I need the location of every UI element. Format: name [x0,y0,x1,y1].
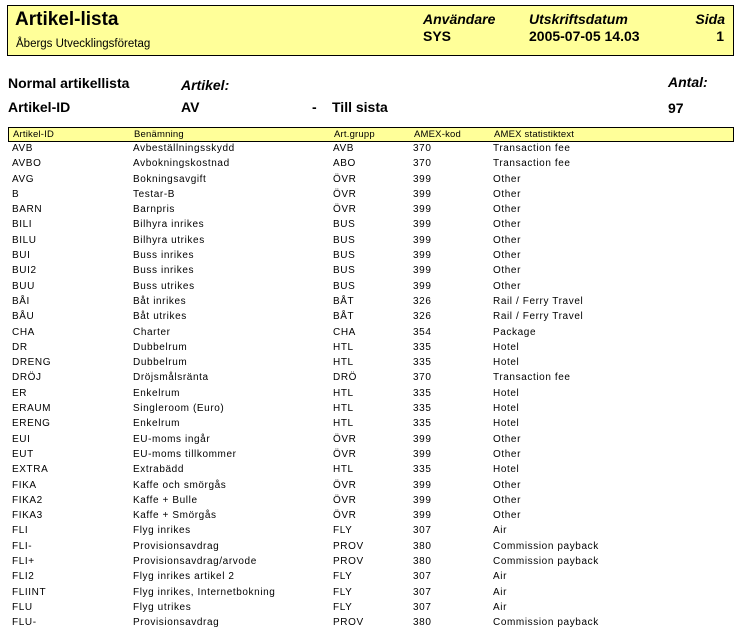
cell-article-id: FLI- [12,540,33,552]
cell-amex-text: Transaction fee [493,143,571,154]
cell-amex-text: Commission payback [493,617,599,629]
cell-group: HTL [333,341,354,353]
cell-article-id: BÅU [12,311,35,323]
cell-article-id: BÅI [12,295,30,307]
table-row [8,295,734,310]
table-row [8,142,734,157]
cell-name: Testar-B [133,188,176,200]
table-row [8,616,734,631]
table-row [8,341,734,356]
cell-name: Buss utrikes [133,280,195,292]
cell-group: HTL [333,464,354,476]
report-title: Artikel-lista [15,9,119,30]
cell-amex-text: Air [493,601,508,613]
cell-group: PROV [333,556,364,568]
table-row [8,264,734,279]
table-row [8,173,734,188]
cell-amex-code: 399 [413,433,432,445]
cell-amex-code: 335 [413,387,432,399]
cell-group: DRÖ [333,372,358,384]
cell-article-id: DR [12,341,28,353]
cell-name: Provisionsavdrag [133,617,220,629]
cell-amex-text: Other [493,234,522,246]
cell-article-id: FLU [12,601,33,613]
cell-group: BÅT [333,311,355,323]
cell-name: Kaffe och smörgås [133,479,227,491]
cell-group: AVB [333,143,355,154]
table-row [8,417,734,432]
cell-amex-code: 307 [413,571,432,583]
range-separator: - [312,99,317,115]
cell-amex-code: 399 [413,250,432,262]
cell-amex-code: 399 [413,448,432,460]
cell-amex-text: Other [493,219,522,231]
field-label: Artikel-ID [8,99,71,115]
cell-amex-code: 307 [413,525,432,537]
cell-group: FLY [333,586,353,598]
cell-name: EU-moms ingår [133,433,211,445]
table-row [8,448,734,463]
cell-group: BUS [333,219,356,231]
cell-article-id: B [12,188,20,200]
cell-amex-text: Transaction fee [493,158,571,170]
cell-article-id: FIKA3 [12,510,43,522]
cell-group: BUS [333,265,356,277]
article-table [8,127,734,632]
cell-article-id: BILI [12,219,33,231]
cell-amex-text: Other [493,479,522,491]
cell-group: BÅT [333,295,355,307]
cell-article-id: AVB [12,143,34,154]
cell-name: Provisionsavdrag [133,540,220,552]
print-date-label: Utskriftsdatum [529,11,628,27]
cell-name: Dröjsmålsränta [133,372,209,384]
user-label: Användare [423,11,496,27]
cell-article-id: BILU [12,234,37,246]
cell-article-id: FLU- [12,617,37,629]
cell-article-id: FLI [12,525,29,537]
cell-name: Buss inrikes [133,250,195,262]
cell-name: Buss inrikes [133,265,195,277]
cell-group: FLY [333,571,353,583]
cell-article-id: BUI2 [12,265,37,277]
cell-name: Båt utrikes [133,311,187,323]
cell-amex-text: Commission payback [493,540,599,552]
cell-name: Flyg inrikes artikel 2 [133,571,235,583]
cell-amex-code: 370 [413,143,432,154]
cell-amex-text: Rail / Ferry Travel [493,311,584,323]
cell-amex-text: Hotel [493,403,520,415]
cell-amex-text: Other [493,188,522,200]
cell-amex-text: Other [493,173,522,185]
cell-article-id: CHA [12,326,35,338]
cell-amex-code: 370 [413,372,432,384]
cell-article-id: EXTRA [12,464,49,476]
cell-name: Flyg utrikes [133,601,192,613]
filter-label: Artikel: [181,77,230,93]
table-row [8,356,734,371]
cell-article-id: FLI2 [12,571,35,583]
cell-article-id: ERENG [12,418,51,430]
cell-name: Flyg inrikes, Internetbokning [133,586,276,598]
cell-group: ÖVR [333,204,357,216]
table-row [8,249,734,264]
user-value: SYS [423,28,452,44]
cell-amex-code: 370 [413,158,432,170]
cell-name: Singleroom (Euro) [133,403,225,415]
cell-amex-code: 399 [413,494,432,506]
cell-article-id: FLI+ [12,556,35,568]
cell-name: Bilhyra inrikes [133,219,205,231]
cell-group: BUS [333,250,356,262]
cell-amex-text: Air [493,571,508,583]
count-value: 97 [668,100,684,116]
cell-name: Kaffe + Bulle [133,494,198,506]
table-row [8,402,734,417]
range-to: Till sista [332,99,388,115]
cell-name: Charter [133,326,171,338]
cell-article-id: AVG [12,173,35,185]
cell-amex-text: Rail / Ferry Travel [493,295,584,307]
column-header-name: Benämning [134,129,184,140]
page-label: Sida [695,11,725,27]
page-number: 1 [716,28,724,44]
cell-amex-text: Hotel [493,357,520,369]
cell-article-id: FIKA [12,479,37,491]
cell-name: EU-moms tillkommer [133,448,237,460]
cell-article-id: ERAUM [12,403,52,415]
table-row [8,310,734,325]
cell-name: Bilhyra utrikes [133,234,205,246]
cell-group: ÖVR [333,494,357,506]
cell-group: BUS [333,234,356,246]
cell-amex-code: 399 [413,280,432,292]
cell-amex-text: Transaction fee [493,372,571,384]
column-header-amex-text: AMEX statistiktext [494,129,575,140]
cell-amex-text: Other [493,433,522,445]
cell-name: Extrabädd [133,464,184,476]
cell-name: Båt inrikes [133,295,187,307]
cell-amex-code: 326 [413,311,432,323]
cell-article-id: BARN [12,204,43,216]
table-row [8,387,734,402]
cell-amex-code: 326 [413,295,432,307]
table-row [8,586,734,601]
cell-amex-text: Package [493,326,537,338]
cell-amex-code: 380 [413,540,432,552]
cell-group: HTL [333,403,354,415]
cell-amex-text: Other [493,494,522,506]
cell-amex-code: 399 [413,188,432,200]
table-header [8,127,734,142]
cell-name: Avbokningskostnad [133,158,230,170]
cell-amex-text: Other [493,265,522,277]
cell-amex-text: Air [493,525,508,537]
cell-name: Enkelrum [133,418,181,430]
cell-group: ABO [333,158,356,170]
table-row [8,203,734,218]
cell-name: Kaffe + Smörgås [133,510,217,522]
cell-group: CHA [333,326,356,338]
cell-amex-code: 399 [413,510,432,522]
cell-amex-text: Hotel [493,418,520,430]
count-label: Antal: [668,74,708,90]
cell-group: BUS [333,280,356,292]
company-name: Åbergs Utvecklingsföretag [16,38,151,50]
table-row [8,540,734,555]
cell-article-id: DRÖJ [12,372,42,384]
cell-group: HTL [333,387,354,399]
cell-group: PROV [333,617,364,629]
cell-name: Barnpris [133,204,176,216]
column-header-article-id: Artikel-ID [13,129,55,140]
cell-article-id: AVBO [12,158,42,170]
cell-name: Avbeställningsskydd [133,143,235,154]
cell-group: HTL [333,418,354,430]
table-row [8,433,734,448]
cell-group: FLY [333,601,353,613]
cell-name: Bokningsavgift [133,173,207,185]
cell-article-id: BUI [12,250,31,262]
cell-name: Flyg inrikes [133,525,191,537]
table-row [8,509,734,524]
cell-group: PROV [333,540,364,552]
cell-article-id: DRENG [12,357,52,369]
cell-group: ÖVR [333,510,357,522]
cell-amex-code: 335 [413,341,432,353]
table-row [8,463,734,478]
cell-amex-text: Hotel [493,464,520,476]
cell-amex-text: Other [493,510,522,522]
table-row [8,494,734,509]
cell-amex-code: 307 [413,601,432,613]
range-from: AV [181,99,200,115]
cell-amex-text: Other [493,448,522,460]
cell-amex-text: Other [493,250,522,262]
cell-amex-code: 399 [413,234,432,246]
cell-amex-code: 335 [413,418,432,430]
cell-group: HTL [333,357,354,369]
cell-name: Dubbelrum [133,341,188,353]
cell-article-id: FLIINT [12,586,47,598]
cell-amex-code: 399 [413,219,432,231]
cell-name: Enkelrum [133,387,181,399]
cell-amex-code: 399 [413,479,432,491]
cell-article-id: EUT [12,448,34,460]
table-row [8,157,734,172]
cell-group: ÖVR [333,433,357,445]
cell-article-id: BUU [12,280,35,292]
cell-name: Dubbelrum [133,357,188,369]
cell-article-id: EUI [12,433,31,445]
cell-amex-code: 380 [413,617,432,629]
cell-article-id: FIKA2 [12,494,43,506]
cell-amex-code: 399 [413,265,432,277]
report-header [7,5,734,56]
table-row [8,280,734,295]
column-header-group: Art.grupp [334,129,375,140]
cell-group: ÖVR [333,173,357,185]
table-row [8,218,734,233]
cell-amex-code: 335 [413,464,432,476]
table-row [8,570,734,585]
cell-amex-text: Commission payback [493,556,599,568]
table-row [8,234,734,249]
cell-group: ÖVR [333,479,357,491]
table-row [8,601,734,616]
table-row [8,524,734,539]
cell-amex-text: Other [493,204,522,216]
cell-amex-code: 399 [413,204,432,216]
cell-amex-text: Other [493,280,522,292]
table-row [8,555,734,570]
table-row [8,326,734,341]
cell-amex-code: 307 [413,586,432,598]
cell-group: ÖVR [333,188,357,200]
cell-amex-code: 399 [413,173,432,185]
column-header-amex-code: AMEX-kod [414,129,462,140]
table-row [8,479,734,494]
cell-amex-text: Hotel [493,341,520,353]
cell-article-id: ER [12,387,28,399]
cell-name: Provisionsavdrag/arvode [133,556,257,568]
list-name: Normal artikellista [8,75,130,91]
table-row [8,188,734,203]
cell-amex-code: 380 [413,556,432,568]
cell-amex-text: Hotel [493,387,520,399]
cell-amex-text: Air [493,586,508,598]
cell-amex-code: 335 [413,357,432,369]
cell-group: ÖVR [333,448,357,460]
table-row [8,371,734,386]
table-body [8,142,734,632]
print-date-value: 2005-07-05 14.03 [529,28,640,44]
cell-group: FLY [333,525,353,537]
cell-amex-code: 354 [413,326,432,338]
cell-amex-code: 335 [413,403,432,415]
